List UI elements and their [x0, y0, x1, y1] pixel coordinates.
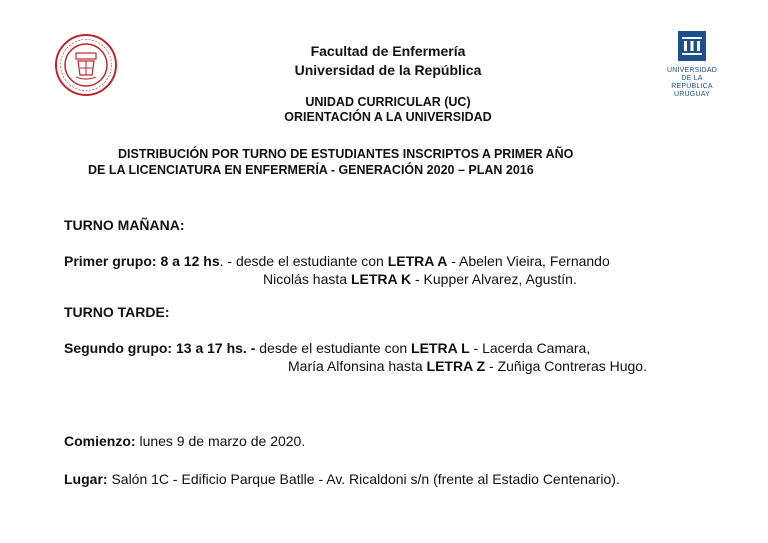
university-name: Universidad de la República — [294, 62, 482, 78]
document-title-line1: DISTRIBUCIÓN POR TURNO DE ESTUDIANTES INSCRIPTOS A PRIMER AÑO — [118, 147, 574, 161]
morning-letter-to: LETRA K — [350, 271, 412, 287]
header-block — [180, 42, 596, 80]
afternoon-line2-text-a: María Alfonsina hasta — [288, 358, 427, 374]
morning-line1-text-a: . - desde el estudiante con — [219, 253, 388, 269]
udelar-emblem-icon — [678, 31, 706, 61]
udelar-logo-line3: URUGUAY — [674, 91, 710, 98]
morning-heading: TURNO MAÑANA: — [64, 217, 185, 233]
course-title: ORIENTACIÓN A LA UNIVERSIDAD — [284, 110, 492, 124]
faculty-seal-icon — [54, 33, 118, 97]
udelar-logo-line1: UNIVERSIDAD — [666, 67, 718, 74]
afternoon-group-label: Segundo grupo: 13 a 17 hs. - — [64, 340, 256, 356]
afternoon-line2-text-b: - Zuñiga Contreras Hugo. — [485, 358, 647, 374]
start-date — [64, 432, 305, 451]
morning-group-label: Primer grupo: 8 a 12 hs — [64, 253, 220, 269]
morning-line2-text-a: Nicolás hasta — [263, 271, 351, 287]
morning-line2 — [263, 270, 577, 289]
morning-line1-text-b: - Abelen Vieira, Fernando — [447, 253, 610, 269]
document-title-line2: DE LA LICENCIATURA EN ENFERMERÍA - GENERACIÓN 2020 – PLAN 2016 — [88, 163, 534, 177]
udelar-logo-line2: DE LA REPÚBLICA — [671, 75, 713, 90]
afternoon-line1 — [64, 339, 590, 358]
morning-line1 — [64, 252, 610, 271]
afternoon-letter-to: LETRA Z — [426, 358, 486, 374]
morning-letter-from: LETRA A — [387, 253, 448, 269]
faculty-seal-logo — [54, 33, 118, 97]
morning-line2-text-b: - Kupper Alvarez, Agustín. — [411, 271, 577, 287]
place-value: Salón 1C - Edificio Parque Batlle - Av. Ricaldoni s/n (frente al Estadio Centenario). — [107, 471, 620, 487]
course-block — [180, 95, 596, 125]
afternoon-line1-text-a: desde el estudiante con — [255, 340, 412, 356]
start-label: Comienzo: — [64, 433, 136, 449]
faculty-name: Facultad de Enfermería — [310, 43, 466, 59]
afternoon-letter-from: LETRA L — [411, 340, 470, 356]
place — [64, 470, 620, 489]
start-value: lunes 9 de marzo de 2020. — [135, 433, 306, 449]
unit-title: UNIDAD CURRICULAR (UC) — [305, 95, 471, 109]
place-label: Lugar: — [64, 471, 108, 487]
afternoon-line2 — [288, 357, 647, 376]
afternoon-line1-text-b: - Lacerda Camara, — [469, 340, 591, 356]
afternoon-heading: TURNO TARDE: — [64, 304, 170, 320]
udelar-logo-text — [660, 67, 724, 99]
